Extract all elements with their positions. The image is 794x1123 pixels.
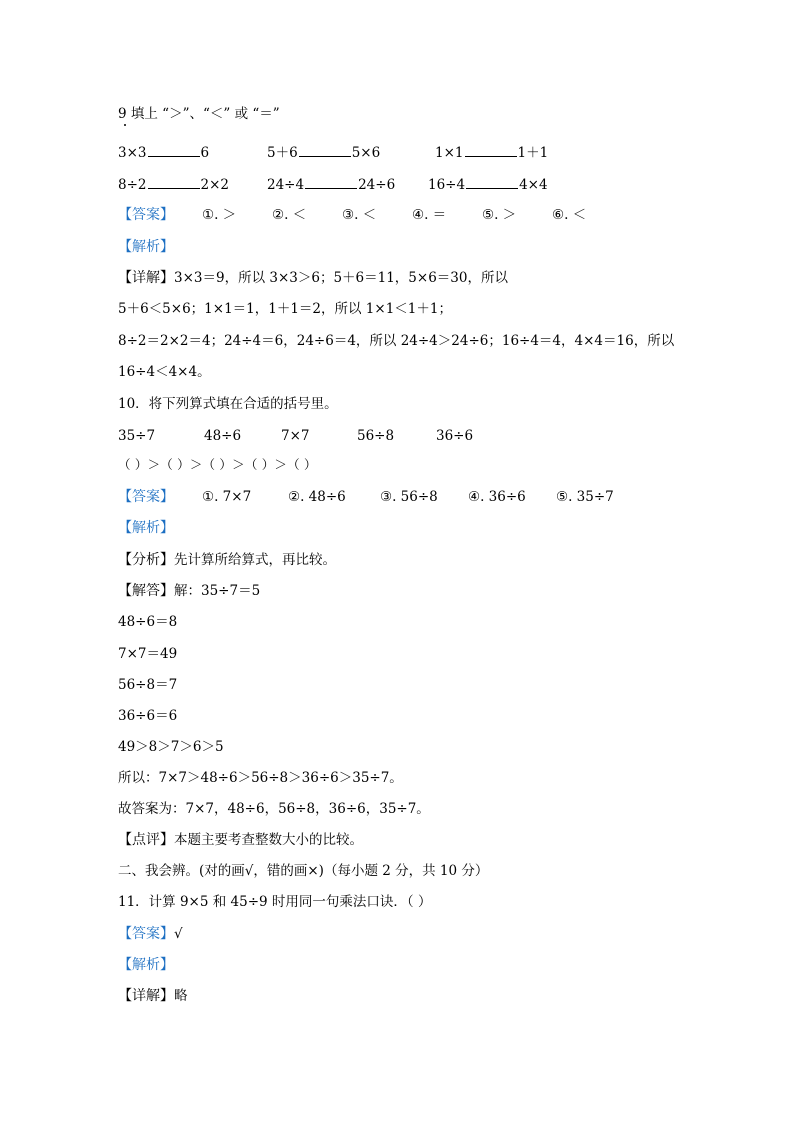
q9-row2 bbox=[118, 175, 718, 195]
q9-answer-tag: 【答案】 bbox=[118, 207, 174, 223]
q9-blank-6[interactable] bbox=[466, 187, 518, 189]
q9-blank-2[interactable] bbox=[299, 155, 351, 157]
q9-detail-text1: 3×3＝9，所以 3×3＞6；5＋6＝11，5×6＝30，所以 bbox=[174, 270, 508, 286]
q9-answer-2: ②. ＜ bbox=[272, 207, 307, 223]
q9-detail-line3: 8÷2＝2×2＝4；24÷4＝6，24÷6＝4，所以 24÷4＞24÷6；16÷4＝4，4×4＝16，所以 bbox=[118, 333, 675, 349]
q10-step-5: 49＞8＞7＞6＞5 bbox=[118, 739, 224, 755]
q9-detail-line1 bbox=[118, 268, 508, 288]
q10-so-line: 所以：7×7＞48÷6＞56÷8＞36÷6＞35÷7。 bbox=[118, 770, 403, 786]
q11-answer-tag: 【答案】 bbox=[118, 926, 174, 942]
q9-item-6 bbox=[428, 175, 548, 195]
q10-step-1: 48÷6＝8 bbox=[118, 614, 178, 630]
q10-dianping-text: 本题主要考查整数大小的比较。 bbox=[174, 832, 363, 848]
q10-fenxi-line bbox=[118, 550, 336, 570]
q11-answer-value: √ bbox=[174, 926, 183, 942]
q9-title: 9 填上 “＞”、“＜” 或 “＝” bbox=[118, 106, 280, 122]
q11-detail-line bbox=[118, 986, 188, 1006]
q9-blank-5[interactable] bbox=[305, 187, 357, 189]
q10-step-3: 56÷8＝7 bbox=[118, 677, 178, 693]
q11-title: 11．计算 9×5 和 45÷9 时用同一句乘法口诀．（ ） bbox=[118, 894, 432, 910]
q10-analysis-tag: 【解析】 bbox=[118, 520, 174, 536]
q10-answer-4: ④. 36÷6 bbox=[468, 489, 526, 505]
q9-answer-1: ①. ＞ bbox=[202, 207, 237, 223]
q9-item-4-left: 8÷2 bbox=[118, 177, 147, 193]
q10-dianping-tag: 【点评】 bbox=[118, 832, 174, 848]
q9-item-2-left: 5＋6 bbox=[267, 145, 298, 161]
q9-item-2-right: 5×6 bbox=[351, 145, 381, 161]
q10-step-4: 36÷6＝6 bbox=[118, 708, 178, 724]
q10-fenxi-tag: 【分析】 bbox=[118, 552, 174, 568]
q9-answer-3: ③. ＜ bbox=[342, 207, 377, 223]
q9-blank-3[interactable] bbox=[465, 155, 517, 157]
q9-item-1-right: 6 bbox=[200, 145, 210, 161]
q9-analysis-tag: 【解析】 bbox=[118, 239, 174, 255]
q10-jieda-line bbox=[118, 581, 260, 601]
q10-answer-1: ①. 7×7 bbox=[202, 489, 252, 505]
q9-item-3 bbox=[435, 143, 548, 163]
q10-dianping-line bbox=[118, 830, 363, 850]
bullet-dot bbox=[124, 124, 126, 126]
q10-answer-5: ⑤. 35÷7 bbox=[556, 489, 614, 505]
q10-expr-1: 35÷7 bbox=[118, 428, 156, 444]
q9-item-6-right: 4×4 bbox=[519, 177, 548, 193]
q10-brackets[interactable]: （ ）＞（ ）＞（ ）＞（ ）＞（ ） bbox=[118, 457, 317, 472]
q9-item-1 bbox=[118, 143, 209, 163]
q9-item-5-right: 24÷6 bbox=[358, 177, 396, 193]
q9-detail-line4: 16÷4＜4×4。 bbox=[118, 364, 211, 380]
q11-analysis-tag: 【解析】 bbox=[118, 957, 174, 973]
q9-blank-4[interactable] bbox=[148, 187, 200, 189]
q9-detail-line2: 5＋6＜5×6；1×1＝1，1＋1＝2，所以 1×1＜1＋1； bbox=[118, 301, 452, 317]
q9-item-5-left: 24÷4 bbox=[267, 177, 305, 193]
q9-item-5 bbox=[267, 175, 395, 195]
q9-item-4-right: 2×2 bbox=[200, 177, 229, 193]
q9-item-6-left: 16÷4 bbox=[428, 177, 466, 193]
q9-answer-4: ④. ＝ bbox=[412, 207, 447, 223]
q9-answer-row bbox=[118, 205, 718, 225]
q10-jieda-tag: 【解答】 bbox=[118, 583, 174, 599]
q10-final-line: 故答案为：7×7，48÷6，56÷8，36÷6，35÷7。 bbox=[118, 801, 430, 817]
q10-title: 10．将下列算式填在合适的括号里。 bbox=[118, 396, 338, 412]
q9-item-1-left: 3×3 bbox=[118, 145, 147, 161]
q9-item-3-left: 1×1 bbox=[435, 145, 464, 161]
q10-answer-3: ③. 56÷8 bbox=[380, 489, 438, 505]
q11-detail-tag: 【详解】 bbox=[118, 988, 174, 1004]
q10-expr-3: 7×7 bbox=[281, 428, 310, 444]
q9-item-2 bbox=[267, 143, 380, 163]
q9-blank-1[interactable] bbox=[148, 155, 200, 157]
q10-expr-5: 36÷6 bbox=[436, 428, 474, 444]
q10-fenxi-text: 先计算所给算式，再比较。 bbox=[174, 552, 336, 568]
q10-answer-row bbox=[118, 487, 718, 507]
q9-detail-tag: 【详解】 bbox=[118, 270, 174, 286]
q9-item-3-right: 1＋1 bbox=[517, 145, 549, 161]
q10-answer-tag: 【答案】 bbox=[118, 489, 174, 505]
q9-answer-5: ⑤. ＞ bbox=[482, 207, 517, 223]
section2-title: 二、我会辨。(对的画√，错的画×)（每小题 2 分，共 10 分） bbox=[118, 863, 489, 879]
q10-expressions bbox=[118, 426, 718, 446]
q10-expr-4: 56÷8 bbox=[357, 428, 395, 444]
q11-answer-line bbox=[118, 924, 183, 944]
q10-step-2: 7×7＝49 bbox=[118, 646, 178, 662]
q9-row1 bbox=[118, 143, 718, 163]
q10-expr-2: 48÷6 bbox=[204, 428, 242, 444]
q9-answer-6: ⑥. ＜ bbox=[552, 207, 587, 223]
q10-answer-2: ②. 48÷6 bbox=[288, 489, 346, 505]
q11-detail-text: 略 bbox=[174, 988, 188, 1004]
q9-item-4 bbox=[118, 175, 229, 195]
q10-jieda-text: 解：35÷7＝5 bbox=[174, 583, 261, 599]
